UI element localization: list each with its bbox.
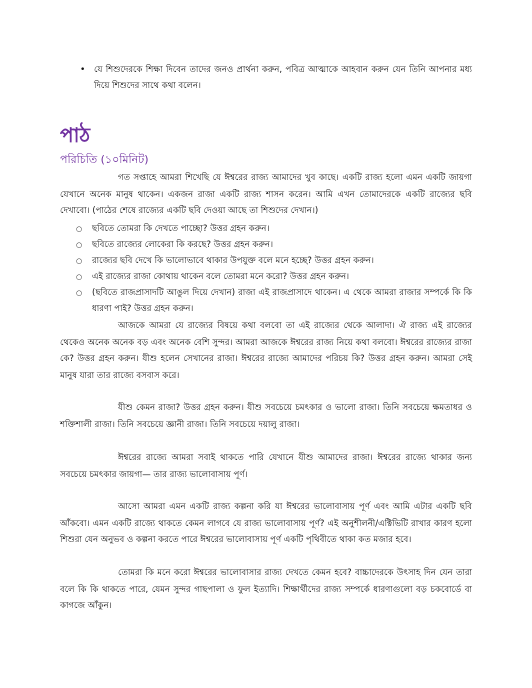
paragraph-imagine-kingdom: আসো আমরা এমন একটি রাজ্য কল্পনা করি যা ঈশ্বরের ভালোবাসায় পূর্ণ এবং আমি এটার একটি ছবি আঁকবো। এমন একটি রাজ্যে থাকতে কেমন লাগবে যে রাজ্য ভালোবাসায় পূর্ণ? এই অনুশীলনী/এক্টিভিটি রাখার কারণ হলো শিশুরা যেন অনুভব ও কল্পনা করতে পারে ঈশ্বরের ভালোবাসায় পূর্ণ একটি পৃথিবীতে থাকা কত মজার হবে। [60,502,472,545]
list-item [60,269,472,285]
bullet-dot-icon: • [80,65,86,75]
paragraph-kingdom-love: ঈশ্বরের রাজ্যে আমরা সবাই থাকতে পারি যেখানে যীশু আমাদের রাজা। ঈশ্বরের রাজ্যে থাকার জন্য সবচেয়ে চমৎকার জায়গা— তার রাজ্য ভালোবাসায় পূর্ণ। [60,453,472,480]
circle-bullet-icon: ○ [76,289,83,297]
paragraph-draw-kingdom: তোমরা কি মনে করো ঈশ্বরের ভালোবাসার রাজ্য দেখতে কেমন হবে? বাচ্চাদেরকে উৎসাহ দিন যেন তারা বলে কি কি থাকতে পারে, যেমন সুন্দর গাছপালা ও ফুল ইত্যাদি। শিক্ষার্থীদের রাজ্য সম্পর্কে ধারণাগুলো বড় চকবোর্ডে বা কাগজে আঁকুন। [60,568,472,611]
paragraph-kingdom-difference: আজকে আমরা যে রাজ্যের বিষয়ে কথা বলবো তা এই রাজ্যের থেকে আলাদা। ঐ রাজ্য এই রাজ্যের থেকেও অনেক অনেক বড় এবং অনেক বেশি সুন্দর। আমরা আজকে ঈশ্বরের রাজ্য নিয়ে কথা বলবো। ঈশ্বরের রাজ্যের রাজা কে? উত্তর গ্রহন করুন। যীশু হলেন সেখানের রাজা। ঈশ্বরের রাজ্যে আমাদের পরিচয় কি? উত্তর গ্রহন করুন। আমরা সেই মানুষ যারা তার রাজ্যে বসবাস করে। [60,321,472,381]
question-text: (ছবিতে রাজপ্রাসাদটি আঙুল দিয়ে দেখান) রাজা এই রাজপ্রাসাদে থাকেন। এ থেকে আমরা রাজার সম্পর্কে কি কি ধারণা পাই? উত্তর গ্রহন করুন। [92,288,472,314]
question-text: ছবিতে রাজ্যের লোকেরা কি করছে? উত্তর গ্রহন করুন। [92,240,274,250]
intro-paragraph: গত সপ্তাহে আমরা শিখেছি যে ঈশ্বরের রাজ্য আমাদের খুব কাছে। একটি রাজ্য হলো এমন একটি জায়গা যেখানে অনেক মানুষ থাকেন। একজন রাজা একটি রাজ্য শাসন করেন। আমি এখন তোমাদেরকে একটি রাজ্যের ছবি দেখাবো। (পাঠের শেষে রাজ্যের একটি ছবি দেওয়া আছে তা শিশুদের দেখান।) [60,173,472,216]
paragraph-jesus-king: যীশু কেমন রাজা? উত্তর গ্রহন করুন। যীশু সবচেয়ে চমৎকার ও ভালো রাজা। তিনি সবচেয়ে ক্ষমতাধর ও শক্তিশালী রাজা। তিনি সবচেয়ে জ্ঞানী রাজা। তিনি সবচেয়ে দয়ালু রাজা। [60,403,472,430]
list-item [60,285,472,317]
list-item [60,221,472,237]
circle-bullet-icon: ○ [76,273,83,281]
lesson-heading: পাঠ [60,123,91,147]
intro-bullet-text: যে শিশুদেরকে শিক্ষা দিবেন তাদের জনও প্রার্থনা করুন, পবিত্র আত্মাকে আহবান করুন যেন তিনি আপনার মধ্য দিয়ে শিশুদের সাথে কথা বলেন। [94,65,472,91]
lesson-subheading: পরিচিতি (১০মিনিট) [60,153,149,166]
circle-bullet-icon: ○ [76,257,83,265]
question-list [60,221,472,317]
intro-bullet [80,62,472,94]
list-item [60,237,472,253]
circle-bullet-icon: ○ [76,225,83,233]
question-text: এই রাজ্যের রাজা কোথায় থাকেন বলে তোমরা মনে করো? উত্তর গ্রহন করুন। [92,272,350,282]
question-text: রাজ্যের ছবি দেখে কি ভালোভাবে থাকার উপযুক্ত বলে মনে হচ্ছে? উত্তর গ্রহন করুন। [92,256,374,266]
question-text: ছবিতে তোমরা কি দেখতে পাচ্ছো? উত্তর গ্রহন করুন। [92,224,270,234]
list-item [60,253,472,269]
circle-bullet-icon: ○ [76,241,83,249]
